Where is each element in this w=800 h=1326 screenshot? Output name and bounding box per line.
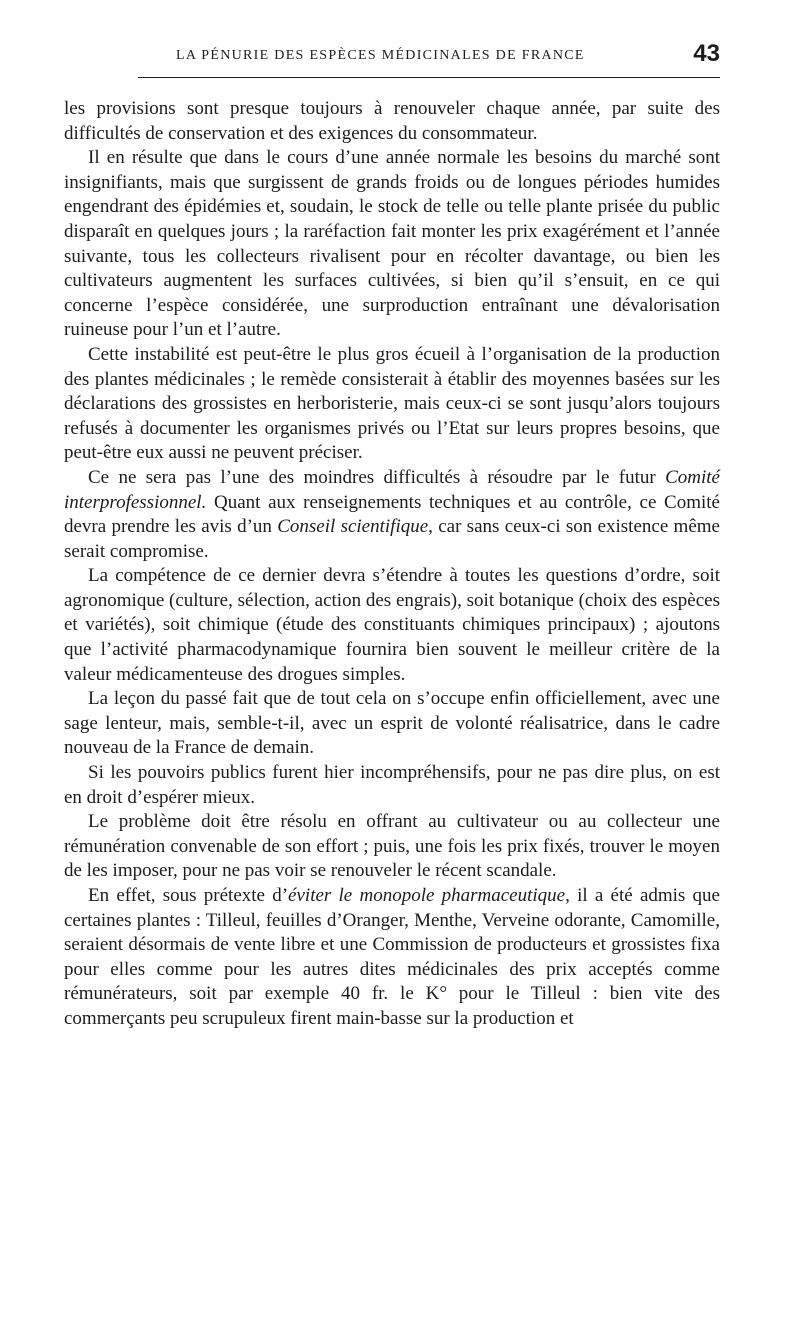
paragraph (64, 761, 720, 810)
text-segment: La leçon du passé fait que de tout cela on s’occupe enfin officiellement, avec une sage lenteur, mais, semble-t-il, avec un esprit de volonté réalisatrice, dans le cadre nouveau de la France de demain. (64, 688, 720, 759)
paragraph (64, 564, 720, 687)
page-number: 43 (693, 40, 720, 67)
running-title: LA PÉNURIE DES ESPÈCES MÉDICINALES DE FRANCE (176, 48, 585, 63)
paragraph (64, 466, 720, 564)
paragraph (64, 343, 720, 466)
text-segment: La compétence de ce dernier devra s’étendre à toutes les questions d’ordre, soit agronomique (culture, sélection, action des engrais), soit botanique (choix des espèces et variétés), soit chimique (étude des constituants chimiques principaux) ; ajoutons que l’activité pharmacodynamique fournira bien souvent le meilleur critère de la valeur médicamenteuse des drogues simples. (64, 565, 720, 685)
text-segment: car sans ceux-ci son existence même serait compromise. (64, 516, 720, 562)
text-segment: En effet, sous prétexte d’ (88, 885, 289, 906)
paragraph (64, 146, 720, 343)
page-header (138, 40, 720, 80)
text-segment: Le problème doit être résolu en offrant au cultivateur ou au collecteur une rémunération convenable de son effort ; puis, une fois les prix fixés, trouver le moyen de les imposer, pour ne pas voir se renouveler le récent scandale. (64, 811, 720, 882)
text-segment: Ce ne sera pas l’une des moindres difficultés à résoudre par le futur (88, 466, 666, 488)
text-segment: Il en résulte que dans le cours d’une année normale les besoins du marché sont insignifiants, mais que surgissent de grands froids ou de longues périodes humides engendrant des épidémies et, soudain, le stock de telle ou telle plante prisée du public disparaît en quelques jours ; la raréfaction fait monter les prix exagérément et l’année suivante, tous les collecteurs rivalisent pour en récolter davantage, ou bien les cultivateurs augmentent les surfaces cultivées, si bien qu’il s’ensuit, en ce qui concerne l’espèce considérée, une surproduction entraînant une dévalorisation ruineuse pour l’un et l’autre. (64, 147, 720, 341)
text-segment: les provisions sont presque toujours à renouveler chaque année, par suite des difficultés de conservation et des exigences du consommateur. (64, 98, 720, 144)
italic-term: Comité interprofessionnel. (64, 466, 720, 513)
paragraph (64, 884, 720, 1032)
text-segment: Quant aux renseignements techniques et au contrôle, ce Comité devra prendre les avis d’un (64, 491, 720, 538)
paragraph (64, 687, 720, 761)
text-segment: Cette instabilité est peut-être le plus gros écueil à l’organisation de la production des plantes médicinales ; le remède consisterait à établir des moyennes basées sur les déclarations des grossistes en herboristerie, mais ceux-ci se sont jusqu’alors toujours refusés à documenter les organismes privés ou l’Etat sur leurs propres besoins, que peut-être eux aussi ne peuvent préciser. (64, 343, 720, 464)
body-text (64, 97, 720, 1032)
italic-term: éviter le monopole pharmaceutique, (288, 885, 570, 906)
paragraph (64, 810, 720, 884)
text-segment: Si les pouvoirs publics furent hier incompréhensifs, pour ne pas dire plus, on est en droit d’espérer mieux. (64, 762, 720, 808)
paragraph (64, 97, 720, 146)
text-segment: il a été admis que certaines plantes : Tilleul, feuilles d’Oranger, Menthe, Verveine odorante, Camomille, seraient désormais de vente libre et une Commission de producteurs et grossistes fixa pour elles comme pour les autres dites médicinales des prix acceptés comme rémunérateurs, soit par exemple 40 fr. le K° pour le Tilleul : bien vite des commerçants peu scrupuleux firent main-basse sur la production et (64, 885, 720, 1029)
italic-term: Conseil scientifique, (277, 516, 433, 538)
header-rule (138, 77, 720, 78)
